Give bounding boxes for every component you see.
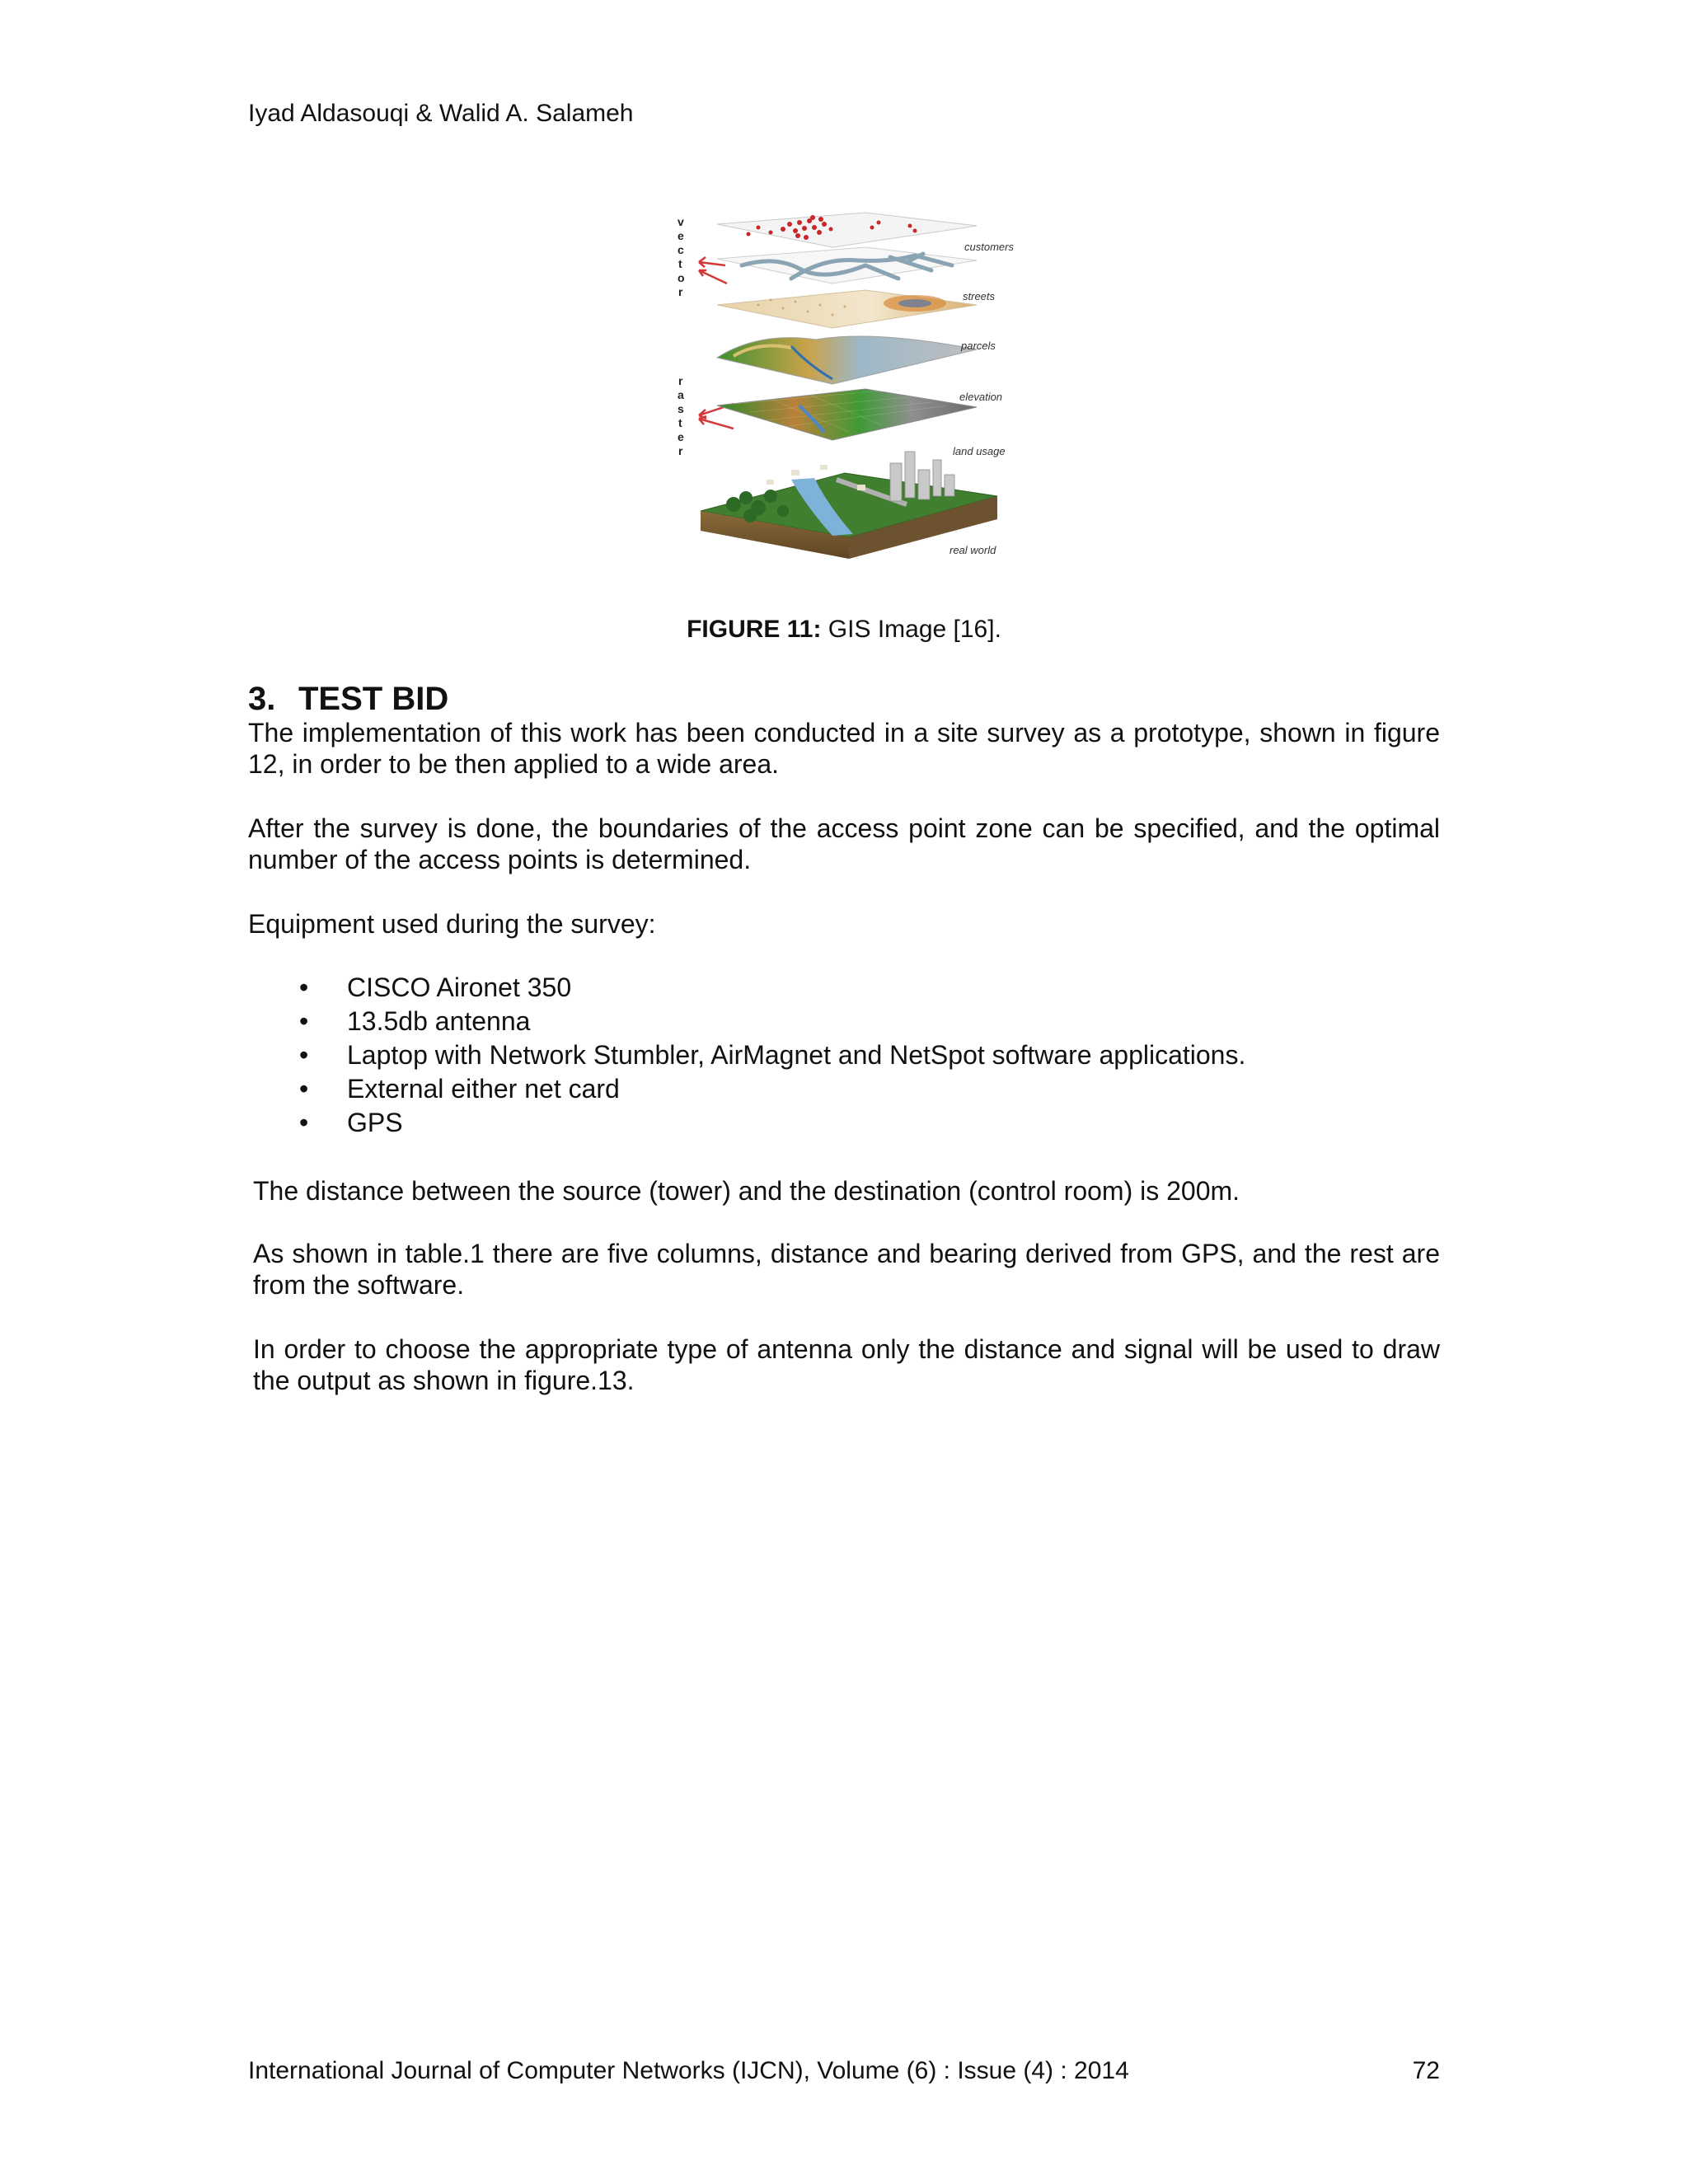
customers-layer	[717, 213, 977, 247]
page-number: 72	[1412, 2057, 1440, 2084]
running-head-authors: Iyad Aldasouqi & Walid A. Salameh	[248, 100, 634, 127]
page-footer	[248, 2056, 1440, 2086]
layer-label-land-usage: land usage	[953, 445, 1006, 457]
side-letter: t	[678, 416, 682, 429]
list-item-text: External either net card	[347, 1074, 620, 1104]
paragraph-implementation: The implementation of this work has been conducted in a site survey as a prototype, shown in figure 12, in order to be then applied to a wide area.	[248, 718, 1440, 779]
side-letter: r	[678, 444, 683, 457]
paragraph-survey-done: After the survey is done, the boundaries of the access point zone can be specified, and the optimal number of the access points is determined.	[248, 813, 1440, 874]
side-letter: v	[678, 215, 684, 228]
land-usage-layer	[717, 389, 977, 440]
bullet-icon: •	[299, 972, 309, 1002]
bullet-icon: •	[299, 1006, 309, 1036]
side-letter: t	[678, 257, 682, 270]
side-letter: e	[678, 430, 684, 443]
parcels-layer	[717, 290, 977, 328]
figure-caption-text: GIS Image [16].	[821, 616, 1001, 643]
layer-label-customers: customers	[964, 241, 1014, 253]
paragraph-distance: The distance between the source (tower) and the destination (control room) is 200m.	[253, 1176, 1240, 1206]
side-letter: s	[678, 402, 684, 415]
layer-label-elevation: elevation	[959, 391, 1003, 403]
side-letter: e	[678, 229, 684, 242]
list-item-text: GPS	[347, 1108, 403, 1137]
figure-caption	[0, 615, 1688, 644]
layer-label-parcels: parcels	[961, 340, 996, 352]
list-item	[299, 971, 1245, 1005]
list-item	[299, 1038, 1245, 1072]
side-letter: r	[678, 374, 683, 387]
bullet-icon: •	[299, 1040, 309, 1070]
list-item-text: 13.5db antenna	[347, 1006, 531, 1036]
list-item	[299, 1005, 1245, 1038]
list-item	[299, 1106, 1245, 1140]
figure-caption-label: FIGURE 11:	[687, 616, 822, 643]
layer-label-real-world: real world	[950, 544, 996, 556]
streets-layer	[717, 247, 977, 284]
gis-layers-figure	[668, 208, 1030, 587]
list-item	[299, 1072, 1245, 1106]
paragraph-table-columns: As shown in table.1 there are five columns, distance and bearing derived from GPS, and the rest are from the software.	[253, 1239, 1440, 1300]
bullet-icon: •	[299, 1108, 309, 1137]
section-title: TEST BID	[298, 681, 449, 717]
side-letter: o	[678, 271, 685, 284]
side-letter: r	[678, 285, 683, 298]
list-item-text: Laptop with Network Stumbler, AirMagnet and NetSpot software applications.	[347, 1040, 1246, 1070]
side-letter: c	[678, 243, 684, 256]
layer-label-streets: streets	[963, 290, 996, 302]
side-letter: a	[678, 388, 684, 401]
raster-side-label	[678, 374, 684, 457]
footer-journal: International Journal of Computer Networks (IJCN), Volume (6) : Issue (4) : 2014	[248, 2057, 1129, 2084]
section-heading	[248, 679, 448, 719]
vector-side-label	[678, 215, 685, 298]
paragraph-antenna-choice: In order to choose the appropriate type of antenna only the distance and signal will be used to draw the output as shown in figure.13.	[253, 1334, 1440, 1395]
real-world-layer	[701, 452, 997, 559]
list-item-text: CISCO Aironet 350	[347, 972, 572, 1002]
section-number: 3.	[248, 681, 276, 717]
paragraph-equipment-intro: Equipment used during the survey:	[248, 909, 656, 939]
equipment-list	[299, 971, 1245, 1140]
bullet-icon: •	[299, 1074, 309, 1104]
elevation-layer	[717, 336, 977, 384]
vector-arrows-icon	[699, 257, 727, 284]
